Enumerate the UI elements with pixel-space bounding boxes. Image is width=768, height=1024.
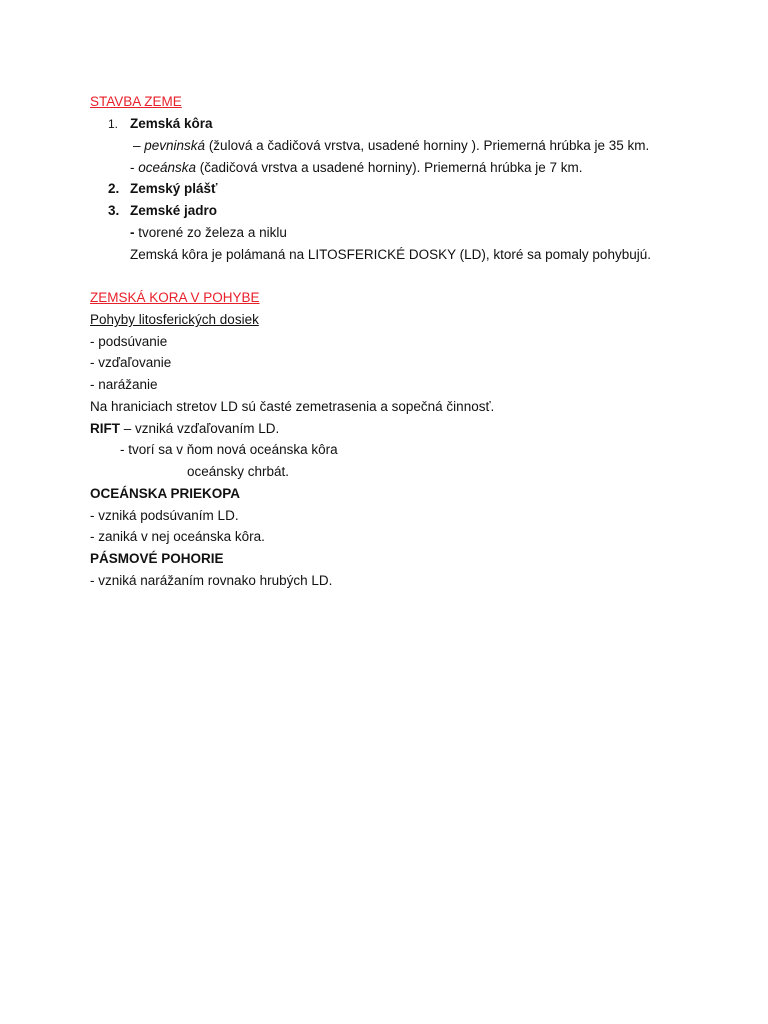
movement-item: - podsúvanie (90, 334, 168, 349)
rift-sub-item: - tvorí sa v ňom nová oceánska kôra (120, 442, 338, 457)
sub-item-pevninska (133, 137, 649, 155)
rift-sub-item: oceánsky chrbát. (187, 464, 290, 479)
dash: - (130, 160, 139, 175)
section-heading-stavba-zeme: STAVBA ZEME (90, 94, 182, 109)
list-item-label: Zemské jadro (130, 203, 218, 218)
sub-item-text: (žulová a čadičová vrstva, usadené horniny ). Priemerná hrúbka je 35 km. (205, 138, 650, 153)
section-heading-zemska-kora-v-pohybe: ZEMSKÁ KORA V POHYBE (90, 290, 260, 305)
mountains-item: - vzniká narážaním rovnako hrubých LD. (90, 573, 333, 588)
term-oceanska-priekopa: OCEÁNSKA PRIEKOPA (90, 486, 241, 501)
dash: - (130, 225, 135, 240)
boundary-note: Na hraniciach stretov LD sú časté zemetrasenia a sopečná činnosť. (90, 399, 495, 414)
list-number: 2. (108, 181, 120, 196)
trench-item: - vzniká podsúvaním LD. (90, 508, 239, 523)
rift-description: – vzniká vzďaľovaním LD. (120, 421, 280, 436)
term-pevninska: pevninská (144, 138, 206, 153)
subheading-pohyby: Pohyby litosferických dosiek (90, 312, 259, 327)
list-number: 3. (108, 203, 120, 218)
movement-item: - vzďaľovanie (90, 355, 172, 370)
sub-item-jadro-zlozenie (130, 224, 287, 242)
sub-item-text: (čadičová vrstva a usadené horniny). Priemerná hrúbka je 7 km. (196, 160, 583, 175)
sub-item-oceanska (130, 159, 582, 177)
list-item-zemska-kora (108, 115, 213, 133)
list-item-label: Zemský plášť (130, 181, 218, 196)
term-oceanska: oceánska (138, 160, 197, 175)
term-rift: RIFT (90, 421, 120, 436)
list-number: 1. (108, 117, 119, 131)
list-item-zemsky-plast (108, 180, 218, 198)
movement-item: - narážanie (90, 377, 158, 392)
rift-line (90, 420, 279, 438)
note-litosfericke-dosky: Zemská kôra je polámaná na LITOSFERICKÉ DOSKY (LD), ktoré sa pomaly pohybujú. (130, 247, 651, 262)
term-pasmove-pohorie: PÁSMOVÉ POHORIE (90, 551, 224, 566)
list-item-label: Zemská kôra (130, 116, 213, 131)
sub-item-text: tvorené zo železa a niklu (134, 225, 287, 240)
trench-item: - zaniká v nej oceánska kôra. (90, 529, 265, 544)
list-item-zemske-jadro (108, 202, 217, 220)
dash: – (133, 138, 145, 153)
